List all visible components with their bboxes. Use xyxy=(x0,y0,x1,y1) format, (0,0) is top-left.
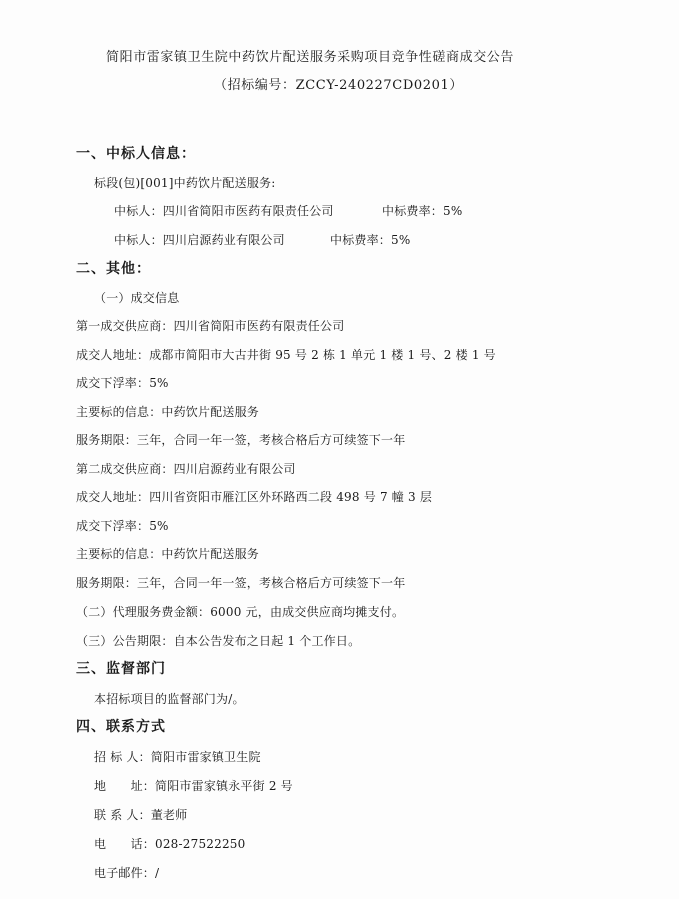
deal-line: 第二成交供应商：四川启源药业有限公司 xyxy=(76,462,296,476)
deal-line: 成交人地址：成都市简阳市大古井街 95 号 2 栋 1 单元 1 楼 1 号、2 楼 1 号 xyxy=(76,348,496,362)
agency-fee-line: （二）代理服务费金额：6000 元，由成交供应商均摊支付。 xyxy=(76,605,405,619)
deal-line: 主要标的信息：中药饮片配送服务 xyxy=(76,547,260,561)
contact-label: 招 标 人： xyxy=(94,750,151,764)
winner-2-rate: 中标费率：5% xyxy=(330,233,411,247)
contact-row xyxy=(94,836,245,852)
section-3-heading: 三、监督部门 xyxy=(76,661,166,677)
contact-label: 联 系 人： xyxy=(94,808,151,822)
contact-value: / xyxy=(155,866,160,880)
package-line: 标段(包)[001]中药饮片配送服务: xyxy=(94,176,276,190)
sub-1-title: （一）成交信息 xyxy=(94,291,180,305)
deal-line: 成交下浮率：5% xyxy=(76,519,169,533)
section-1-heading: 一、中标人信息： xyxy=(76,146,196,162)
section-2-heading: 二、其他： xyxy=(76,261,151,277)
contact-value: 简阳市雷家镇卫生院 xyxy=(150,750,261,764)
contact-value: 简阳市雷家镇永平街 2 号 xyxy=(155,779,293,793)
deal-line: 成交人地址：四川省资阳市雁江区外环路西二段 498 号 7 幢 3 层 xyxy=(76,490,433,504)
document-title: 简阳市雷家镇卫生院中药饮片配送服务采购项目竞争性磋商成交公告 xyxy=(106,50,515,65)
contact-row xyxy=(94,778,293,794)
winner-2-name: 中标人：四川启源药业有限公司 xyxy=(114,233,285,247)
contact-row xyxy=(94,865,159,881)
document-subtitle: （招标编号：ZCCY-240227CD0201） xyxy=(214,78,463,93)
deal-line: 服务期限：三年，合同一年一签，考核合格后方可续签下一年 xyxy=(76,576,406,590)
notice-period-line: （三）公告期限：自本公告发布之日起 1 个工作日。 xyxy=(76,634,361,648)
winner-1-rate: 中标费率：5% xyxy=(382,204,463,218)
contact-value: 028-27522250 xyxy=(155,837,246,851)
contact-row xyxy=(94,807,187,823)
deal-line: 服务期限：三年，合同一年一签，考核合格后方可续签下一年 xyxy=(76,433,406,447)
contact-value: 董老师 xyxy=(150,808,188,822)
winner-1-name: 中标人：四川省简阳市医药有限责任公司 xyxy=(114,204,334,218)
contact-label: 电 话： xyxy=(94,837,156,851)
contact-label: 地 址： xyxy=(94,779,156,793)
section-4-heading: 四、联系方式 xyxy=(76,719,166,735)
deal-line: 第一成交供应商：四川省简阳市医药有限责任公司 xyxy=(76,319,345,333)
deal-line: 成交下浮率：5% xyxy=(76,376,169,390)
contact-label: 电子邮件： xyxy=(94,866,156,880)
contact-row xyxy=(94,749,261,765)
supervision-text: 本招标项目的监督部门为/。 xyxy=(94,692,245,706)
deal-line: 主要标的信息：中药饮片配送服务 xyxy=(76,405,260,419)
